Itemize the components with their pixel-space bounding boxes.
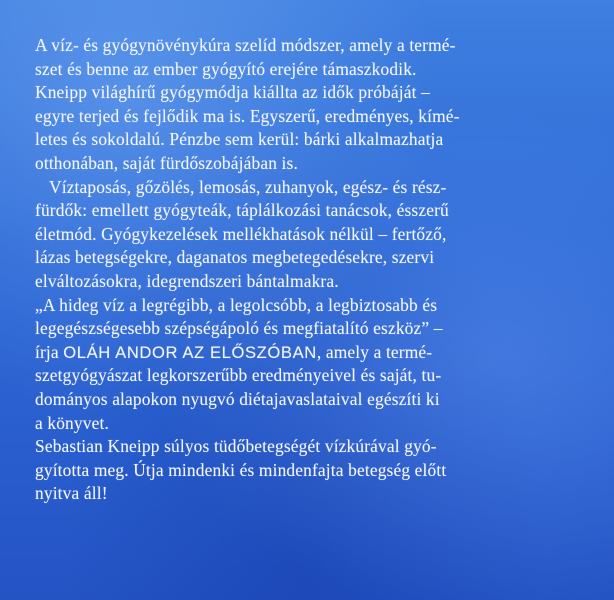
text-line: szetgyógyászat legkorszerűbb eredményeivel és saját, tu- [35,365,442,386]
text-line: fürdők: emellett gyógyteák, táplálkozási tanácsok, ésszerű [35,200,449,221]
paragraph-kneipp [35,435,602,506]
paragraph-quote [35,294,602,436]
text-line: gyította meg. Útja mindenki és mindenfajta betegség előtt [35,459,447,480]
text-line: „A hideg víz a legrégibb, a legolcsóbb, a legbiztosabb és [35,294,438,315]
text-line: életmód. Gyógykezelések mellékhatások nélkül – fertőző, [35,223,447,244]
paragraph-methods [35,176,602,294]
text-line: Kneipp világhírű gyógymódja kiállta az idők próbáját – [35,82,430,103]
foreword-author-caps: OLÁH ANDOR AZ ELŐSZÓBAN [63,342,317,362]
text-fragment: , amely a termé- [316,341,433,362]
text-line: a könyvet. [35,412,109,433]
text-line-with-author [35,341,602,365]
text-line: Víztaposás, gőzölés, lemosás, zuhanyok, egész- és rész- [49,176,447,197]
text-line: A víz- és gyógynövénykúra szelíd módszer, amely a termé- [35,35,456,55]
text-line: dományos alapokon nyugvó diétajavaslataival egészíti ki [35,388,440,409]
text-fragment: írja [35,341,64,362]
text-line: letes és sokoldalú. Pénzbe sem kerül: bárki alkalmazhatja [35,129,444,150]
text-line: elváltozásokra, idegrendszeri bántalmakra. [35,270,339,291]
text-line: otthonában, saját fürdőszobájában is. [35,152,298,173]
text-line: nyitva áll! [35,483,108,504]
text-line: legegészségesebb szépségápoló és megfiatalító eszköz” – [35,318,443,339]
text-line: egyre terjed és fejlődik ma is. Egyszerű, eredményes, kímé- [35,105,460,126]
text-line: Sebastian Kneipp súlyos tüdőbetegségét vízkúrával gyó- [35,436,437,457]
text-line: szet és benne az ember gyógyító erejére támaszkodik. [35,58,417,79]
text-line: lázas betegségekre, daganatos megbetegedésekre, szervi [35,247,435,268]
paragraph-intro [35,34,602,176]
